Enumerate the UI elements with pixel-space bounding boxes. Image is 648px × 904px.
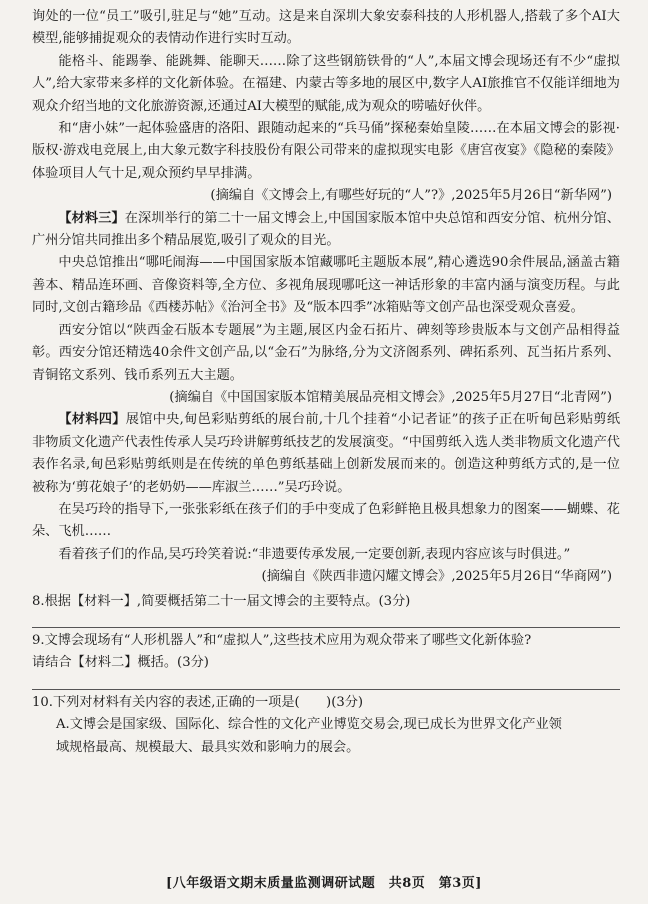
material2-paragraph-continued: 询处的一位“员工”吸引,驻足与“她”互动。这是来自深圳大象安泰科技的人形机器人,搭载了多个AI大模型,能够捕捉观众的表情动作进行实时互动。	[32, 9, 620, 47]
answer-line-9	[32, 689, 620, 690]
material2-paragraph-2: 能格斗、能踢拳、能跳舞、能聊天……除了这些钢筋铁骨的“人”,本届文博会现场还有不少“虚拟人”,给大家带来多样的文化新体验。在福建、内蒙古等多地的展区中,数字人AI旅推官不仅能详细地为观众介绍当地的文化旅游资源,还通过AI大模型的赋能,成为观众的唠嗑好伙伴。	[32, 53, 620, 114]
page-footer: [八年级语文期末质量监测调研试题 共8页 第3页]	[166, 876, 482, 891]
question-10-option-a: A.文博会是国家级、国际化、综合性的文化产业博览交易会,现已成长为世界文化产业领	[56, 717, 562, 733]
material4-paragraph-3: 看着孩子们的作品,吴巧玲笑着说:“非遗要传承发展,一定要创新,表现内容应该与时俱进。”	[58, 546, 571, 562]
question-9-line-1: 9.文博会现场有“人形机器人”和“虚拟人”,这些技术应用为观众带来了哪些文化新体验?	[32, 632, 532, 648]
material3-paragraph-3: 西安分馆以“陕西金石版本专题展”为主题,展区内金石拓片、碑刻等珍贵版本与文创产品相得益彰。西安分馆还精选40余件文创产品,以“金石”为脉络,分为文济阁系列、碑拓系列、瓦当拓片系列、青铜铭文系列、钱币系列五大主题。	[32, 322, 620, 383]
question-9-line-2: 请结合【材料二】概括。(3分)	[32, 655, 209, 671]
question-8: 8.根据【材料一】,简要概括第二十一届文博会的主要特点。(3分)	[32, 593, 411, 609]
answer-line-8	[32, 627, 620, 628]
material3-paragraph-2: 中央总馆推出“哪吒闹海——中国国家版本馆藏哪吒主题版本展”,精心遴选90余件展品,涵盖古籍善本、精品连环画、音像资料等,全方位、多视角展现哪吒这一神话形象的丰富内涵与演变历程。与此同时,文创古籍珍品《西楼苏帖》《治河全书》及“版本四季”冰箱贴等文创产品也深受观众喜爱。	[32, 255, 620, 316]
material4-text-1: 展馆中央,甸邑彩贴剪纸的展台前,十几个挂着“小记者证”的孩子正在听甸邑彩贴剪纸非物质文化遗产代表性传承人吴巧玲讲解剪纸技艺的发展演变。“中国剪纸入选人类非物质文化遗产代表作名录,甸邑彩贴剪纸则是在传统的单色剪纸基础上创新发展而来的。创造这种剪纸方式的,是一位被称为‘剪花娘子’的老奶奶——库淑兰……”吴巧玲说。	[32, 412, 621, 495]
material4-label: 【材料四】	[58, 412, 126, 428]
material4-source: (摘编自《陕西非遗闪耀文博会》,2025年5月26日“华商网”)	[261, 569, 612, 585]
material4-paragraph-2: 在吴巧玲的指导下,一张张彩纸在孩子们的手中变成了色彩鲜艳且极具想象力的图案——蝴蝶、花朵、飞机……	[32, 501, 620, 540]
question-10-option-a-continued: 域规格最高、规模最大、最具实效和影响力的展会。	[56, 739, 360, 755]
material3-source: (摘编自《中国国家版本馆精美展品亮相文博会》,2025年5月27日“北青网”)	[169, 389, 612, 405]
material3-text-1: 在深圳举行的第二十一届文博会上,中国国家版本馆中央总馆和西安分馆、杭州分馆、广州分馆共同推出多个精品展览,吸引了观众的目光。	[32, 210, 620, 249]
material2-source: (摘编自《文博会上,有哪些好玩的“人”?》,2025年5月26日“新华网”)	[210, 188, 612, 204]
material4-paragraph-1	[32, 409, 620, 499]
material3-paragraph-1	[32, 208, 620, 253]
material2-paragraph-3: 和“唐小妹”一起体验盛唐的洛阳、跟随动起来的“兵马俑”探秘秦始皇陵……在本届文博会的影视·版权·游戏电竞展上,由大象元数字科技股份有限公司带来的虚拟现实电影《唐宫夜宴》《隐秘的秦陵》体验项目人气十足,观众预约早早排满。	[32, 121, 620, 181]
question-10: 10.下列对材料有关内容的表述,正确的一项是( )(3分)	[32, 694, 364, 710]
material3-label: 【材料三】	[58, 210, 125, 226]
